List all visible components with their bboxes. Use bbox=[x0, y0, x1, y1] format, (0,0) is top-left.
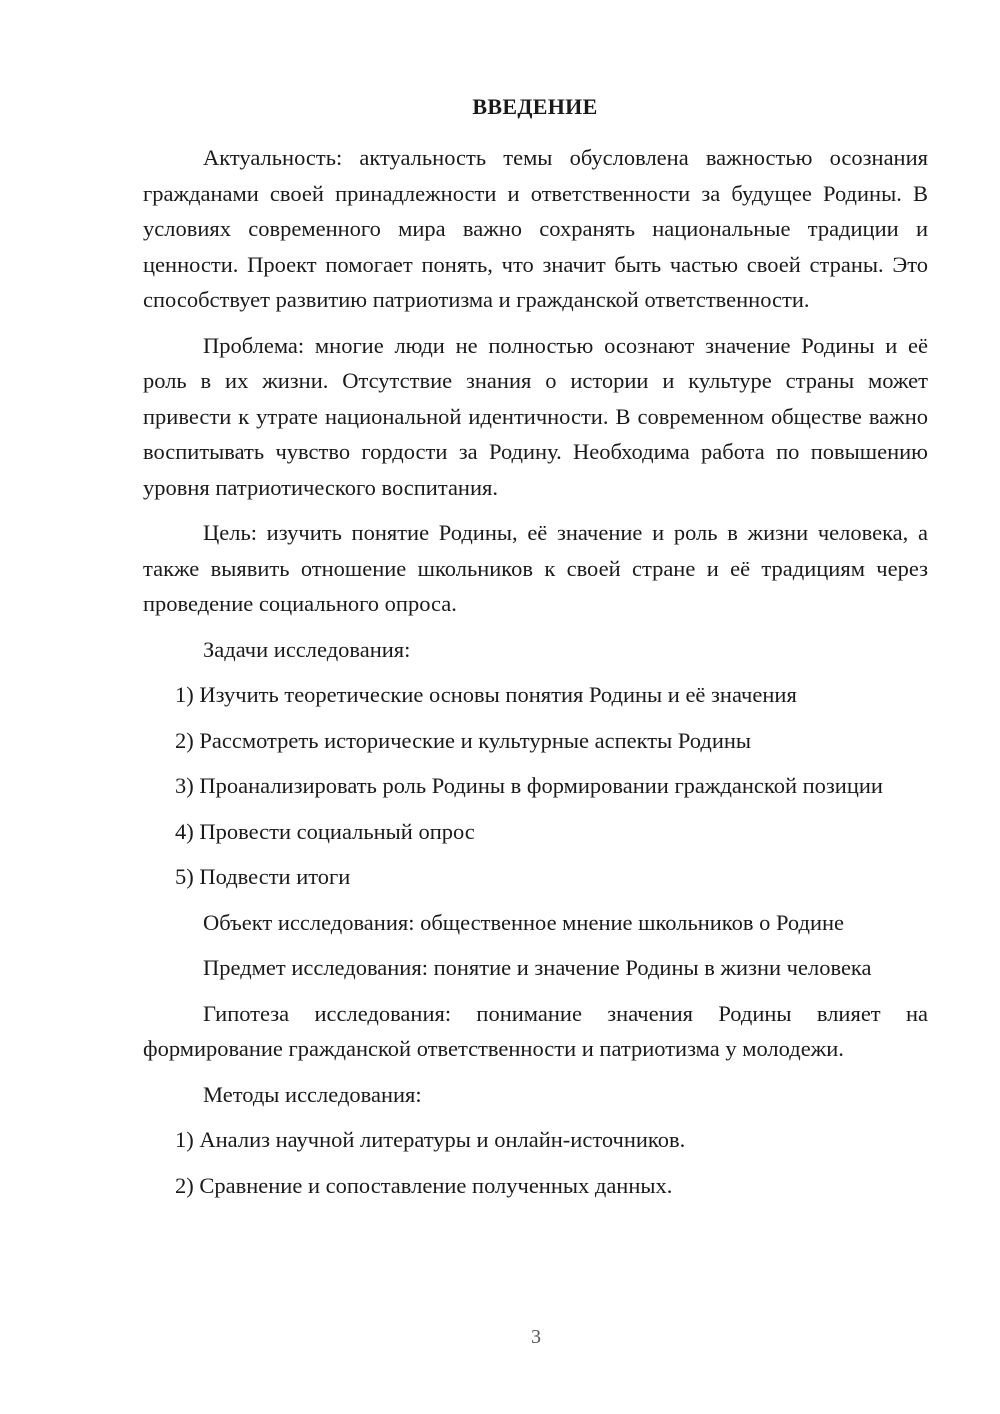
page-number: 3 bbox=[531, 1326, 541, 1348]
task-item: 1) Изучить теоретические основы понятия Родины и её значения bbox=[175, 682, 797, 707]
method-item: 2) Сравнение и сопоставление полученных данных. bbox=[175, 1172, 673, 1198]
goal-paragraph: Цель: изучить понятие Родины, её значение и роль в жизни человека, а также выявить отношение школьников к своей стране и её традициям через проведение социального опроса. bbox=[143, 520, 928, 616]
hypothesis-paragraph: Гипотеза исследования: понимание значения Родины влияет на формирование гражданской ответственности и патриотизма у молодежи. bbox=[143, 1000, 928, 1061]
subject-paragraph: Предмет исследования: понятие и значение Родины в жизни человека bbox=[203, 955, 872, 980]
method-item: 1) Анализ научной литературы и онлайн-источников. bbox=[175, 1127, 686, 1152]
methods-title: Методы исследования: bbox=[203, 1081, 422, 1107]
document-body bbox=[143, 140, 928, 1213]
task-item: 5) Подвести итоги bbox=[175, 864, 351, 889]
tasks-title: Задачи исследования: bbox=[203, 636, 411, 662]
task-item: 4) Провести социальный опрос bbox=[175, 818, 475, 844]
task-item: 2) Рассмотреть исторические и культурные аспекты Родины bbox=[175, 727, 752, 753]
relevance-paragraph: Актуальность: актуальность темы обусловлена важностью осознания гражданами своей принадлежности и ответственности за будущее Родины. В условиях современного мира важно сохранять национальные традиции и ценности. Проект помогает понять, что значит быть частью своей страны. Это способствует развитию патриотизма и гражданской ответственности. bbox=[143, 145, 928, 312]
task-item: 3) Проанализировать роль Родины в формировании гражданской позиции bbox=[175, 773, 883, 798]
page-title: ВВЕДЕНИЕ bbox=[472, 94, 598, 119]
problem-paragraph: Проблема: многие люди не полностью осознают значение Родины и её роль в их жизни. Отсутствие знания о истории и культуре страны может привести к утрате национальной идентичности. В современном обществе важно воспитывать чувство гордости за Родину. Необходима работа по повышению уровня патриотического воспитания. bbox=[143, 332, 928, 500]
object-paragraph: Объект исследования: общественное мнение школьников о Родине bbox=[203, 909, 845, 935]
